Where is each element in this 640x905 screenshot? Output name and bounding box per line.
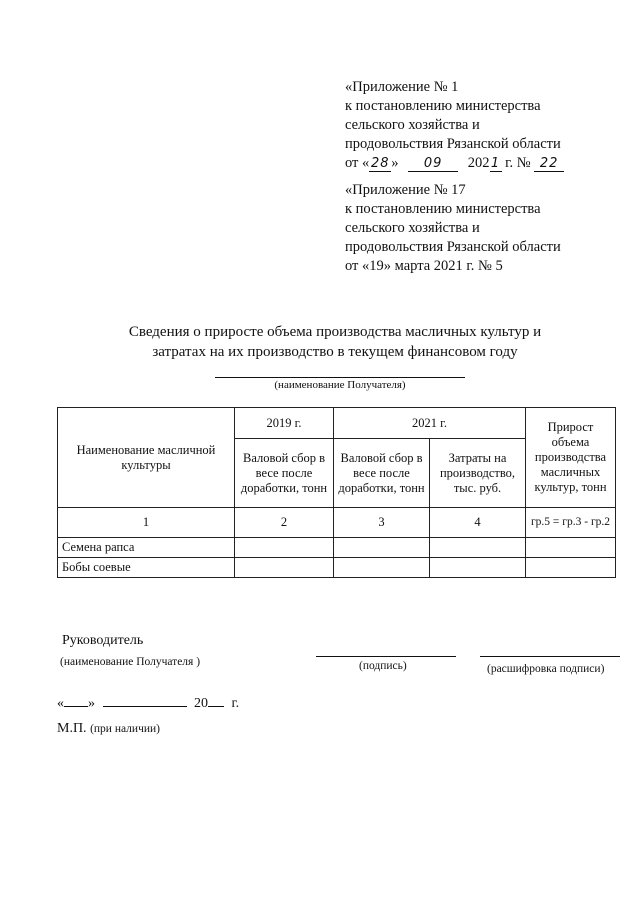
appendix-2-line4: продовольствия Рязанской области (345, 239, 561, 255)
header-growth: Прирост объема производства масличных культур, тонн (526, 408, 616, 508)
signature-decode-caption: (расшифровка подписи) (487, 663, 605, 675)
table-number-row: 1 2 3 4 гр.5 = гр.3 - гр.2 (58, 508, 616, 538)
appendix-1-day: 28 (371, 156, 390, 171)
appendix-1-number: 22 (534, 157, 564, 172)
header-crop-name: Наименование масличной культуры (58, 408, 235, 508)
appendix-2-line3: сельского хозяйства и (345, 220, 480, 236)
appendix-1-line1: «Приложение № 1 (345, 79, 459, 95)
header-gross-2019: Валовой сбор в весе после доработки, тонн (235, 439, 334, 508)
header-year-2021: 2021 г. (334, 408, 526, 439)
header-year-2019: 2019 г. (235, 408, 334, 439)
signature-sign-caption: (подпись) (359, 660, 407, 672)
recipient-caption: (наименование Получателя) (215, 377, 465, 391)
appendix-1 (345, 78, 564, 173)
signature-recipient-name: (наименование Получателя ) (60, 656, 201, 668)
table-row: Семена рапса (58, 538, 616, 558)
appendix-2-line2: к постановлению министерства (345, 201, 541, 217)
appendix-2 (345, 181, 561, 276)
signature-date: « » 20 г. (57, 692, 239, 712)
table-row: Бобы соевые (58, 558, 616, 578)
header-costs: Затраты на производство, тыс. руб. (430, 439, 526, 508)
data-table (57, 407, 616, 578)
document-title: Сведения о приросте объема производства масличных культур и затратах на их производство в текущем финансовом году (128, 324, 542, 360)
appendix-1-line4: продовольствия Рязанской области (345, 136, 561, 152)
appendix-2-line5: от «19» марта 2021 г. № 5 (345, 258, 503, 274)
appendix-1-year-digit: 1 (490, 156, 501, 171)
appendix-1-date-line: от « 28 » 09 2021 г. № 22 (345, 154, 564, 173)
appendix-1-month: 09 (408, 157, 458, 172)
stamp-note: М.П. (при наличии) (57, 721, 161, 736)
header-gross-2021: Валовой сбор в весе после доработки, тонн (334, 439, 430, 508)
signature-head: Руководитель (62, 633, 144, 648)
signature-decode-line (480, 656, 620, 657)
appendix-2-line1: «Приложение № 17 (345, 182, 466, 198)
signature-line (316, 656, 456, 657)
appendix-1-line2: к постановлению министерства (345, 98, 541, 114)
appendix-1-line3: сельского хозяйства и (345, 117, 480, 133)
